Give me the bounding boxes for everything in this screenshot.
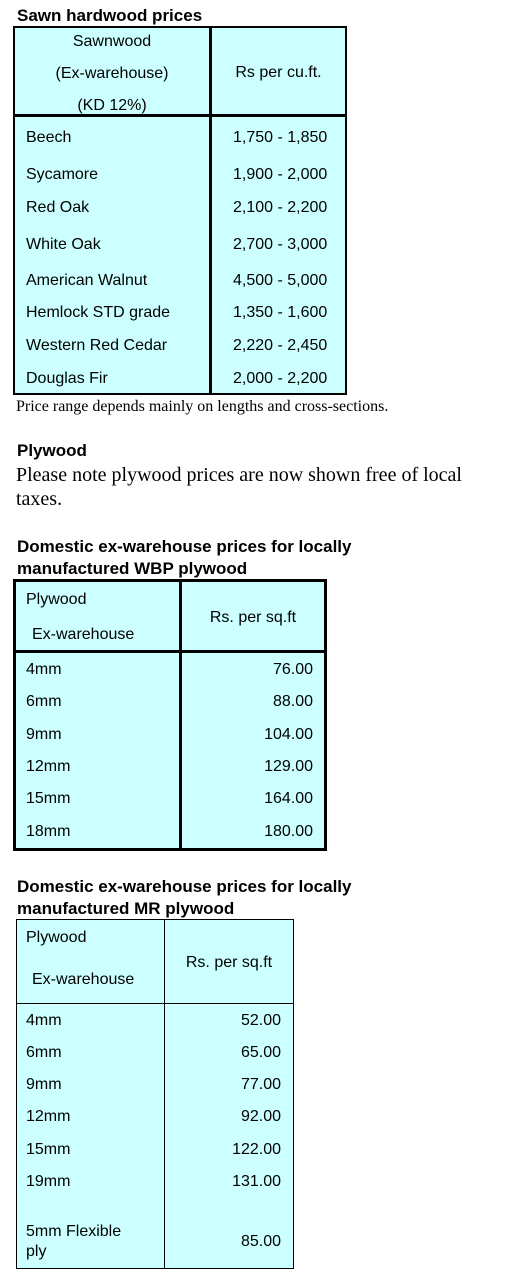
mr-col1-line1: Plywood <box>26 929 87 946</box>
wbp-row-size: 15mm <box>26 790 71 807</box>
wbp-row-size: 6mm <box>26 693 62 710</box>
mr-col1-line2: Ex-warehouse <box>32 971 135 988</box>
wbp-row-price: 76.00 <box>272 661 313 678</box>
mr-row-size: 9mm <box>26 1076 62 1093</box>
wbp-row-price: 88.00 <box>272 693 313 710</box>
wbp-col1-line2: Ex-warehouse <box>32 626 135 643</box>
wbp-row-size: 18mm <box>26 823 71 840</box>
sawn-row-name: White Oak <box>26 236 101 253</box>
sawn-row-price: 1,900 - 2,000 <box>233 166 328 183</box>
plywood-note: Please note plywood prices are now shown free of local taxes. <box>16 464 462 510</box>
mr-row-price: 65.00 <box>240 1044 281 1061</box>
mr-heading: Domestic ex-warehouse prices for locally manufactured MR plywood <box>17 877 352 918</box>
wbp-heading: Domestic ex-warehouse prices for locally manufactured WBP plywood <box>17 537 352 578</box>
wbp-row-size: 12mm <box>26 758 71 775</box>
mr-table <box>16 919 294 1269</box>
sawn-col2-header: Rs per cu.ft. <box>235 64 322 81</box>
sawn-row-price: 2,100 - 2,200 <box>233 199 328 216</box>
sawn-note: Price range depends mainly on lengths and cross-sections. <box>16 398 389 415</box>
mr-row-size: 4mm <box>26 1012 62 1029</box>
wbp-row-price: 180.00 <box>264 823 313 840</box>
mr-row-price: 77.00 <box>240 1076 281 1093</box>
wbp-row-price: 129.00 <box>264 758 313 775</box>
sawn-row-name: Douglas Fir <box>26 370 108 387</box>
sawn-row-name: American Walnut <box>26 272 148 289</box>
sawn-row-price: 4,500 - 5,000 <box>233 272 328 289</box>
sawn-row-price: 2,700 - 3,000 <box>233 236 328 253</box>
sawn-row-name: Hemlock STD grade <box>26 304 171 321</box>
sawn-table <box>13 26 347 395</box>
wbp-col2-header: Rs. per sq.ft <box>209 609 297 626</box>
mr-flex-price: 85.00 <box>240 1233 281 1250</box>
mr-row-price: 131.00 <box>232 1173 281 1190</box>
wbp-row-size: 4mm <box>26 661 62 678</box>
mr-row-size: 12mm <box>26 1108 71 1125</box>
sawn-col1-line2: (Ex-warehouse) <box>55 65 169 82</box>
mr-flex-size-line1: 5mm Flexible <box>26 1223 122 1240</box>
sawn-row-name: Western Red Cedar <box>26 337 168 354</box>
sawn-row-price: 1,350 - 1,600 <box>233 304 328 321</box>
sawn-row-price: 2,220 - 2,450 <box>233 337 328 354</box>
sawn-row-price: 2,000 - 2,200 <box>233 370 328 387</box>
mr-row-price: 92.00 <box>240 1108 281 1125</box>
sawn-row-price: 1,750 - 1,850 <box>233 129 328 146</box>
wbp-row-price: 104.00 <box>264 726 313 743</box>
mr-row-size: 15mm <box>26 1141 71 1158</box>
mr-row-size: 19mm <box>26 1173 71 1190</box>
mr-row-price: 122.00 <box>232 1141 281 1158</box>
mr-flex-size-line2: ply <box>26 1243 47 1260</box>
sawn-col1-line1: Sawnwood <box>72 33 152 50</box>
mr-row-size: 6mm <box>26 1044 62 1061</box>
mr-row-price: 52.00 <box>240 1012 281 1029</box>
wbp-row-size: 9mm <box>26 726 62 743</box>
wbp-table <box>13 579 327 851</box>
sawn-row-name: Sycamore <box>26 166 99 183</box>
wbp-row-price: 164.00 <box>264 790 313 807</box>
sawn-col1-line3: (KD 12%) <box>77 97 147 114</box>
sawn-row-name: Beech <box>26 129 72 146</box>
sawn-row-name: Red Oak <box>26 199 90 216</box>
wbp-col1-line1: Plywood <box>26 591 87 608</box>
sawn-heading: Sawn hardwood prices <box>17 6 203 25</box>
mr-col2-header: Rs. per sq.ft <box>185 954 273 971</box>
plywood-heading: Plywood <box>17 441 87 460</box>
